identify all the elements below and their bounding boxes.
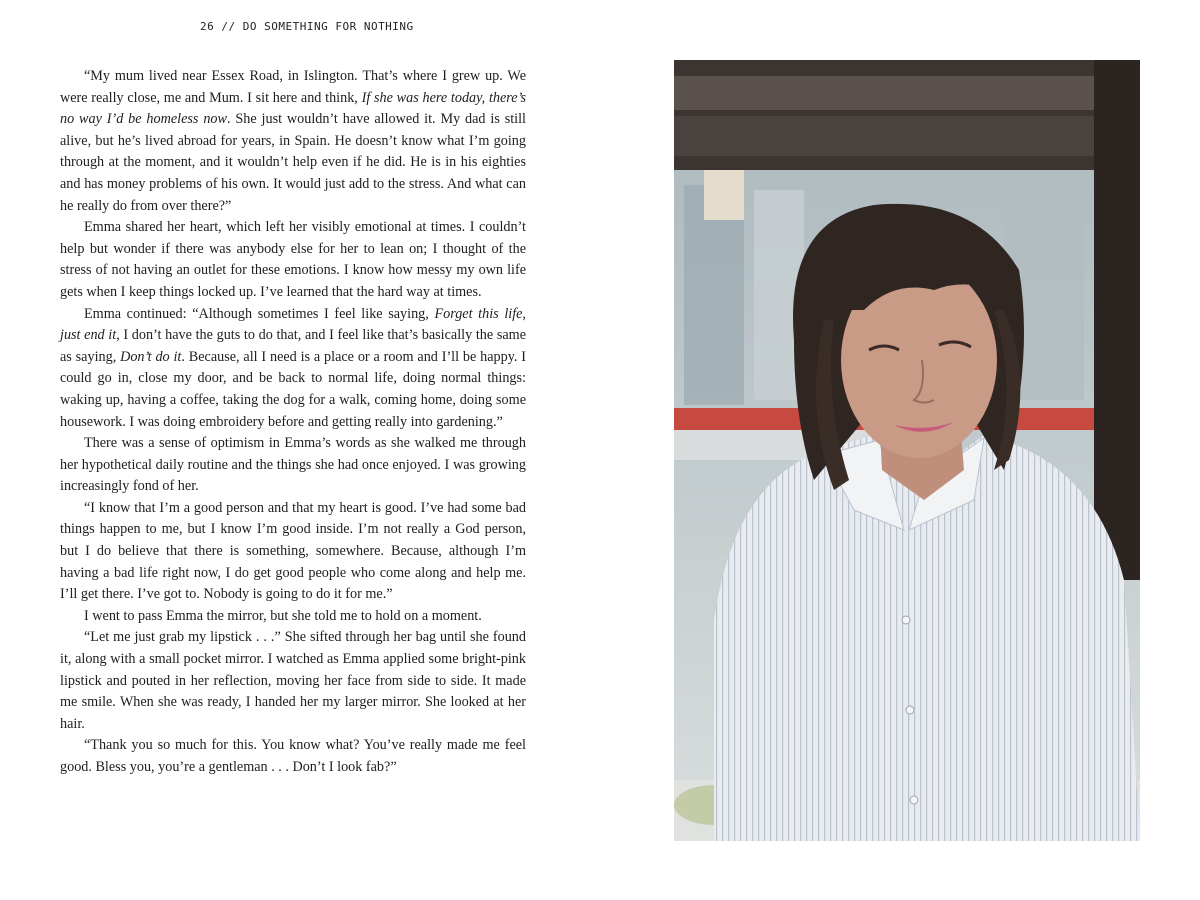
body-paragraph [60, 304, 526, 434]
body-paragraph [60, 433, 526, 498]
body-paragraph [60, 606, 526, 628]
portrait-photo [674, 60, 1140, 841]
poster [704, 170, 744, 220]
body-text [60, 66, 526, 779]
text-run: . Because, all I need is a place or a room and I’ll be happy. I could go in, close my door, and be back to normal life, doing normal things: waking up, having a coffee, taking the dog for a walk, coming home, doing some housework. I was doing embroidery before and getting really into gardening.” [60, 348, 526, 430]
text-run: “Let me just grab my lipstick . . .” She sifted through her bag until she found it, along with a small pocket mirror. I watched as Emma applied some bright-pink lipstick and pouted in her reflection, moving her face from side to side. It made me smile. When she was ready, I handed her my larger mirror. She looked at her hair. [60, 629, 526, 732]
body-paragraph [60, 217, 526, 303]
text-run: . She just wouldn’t have allowed it. My dad is still alive, but he’s lived abroad for years, in Spain. He doesn’t know what I’m going through at the moment, and it wouldn’t help even if he did. He is in his eighties and has money problems of his own. It would just add to the stress. And what can he really do from over there?” [60, 111, 526, 214]
portrait-illustration [674, 60, 1140, 841]
text-run: There was a sense of optimism in Emma’s words as she walked me through her hypothetical daily routine and the things she had once enjoyed. I was growing increasingly fond of her. [60, 435, 526, 495]
text-run: “My mum lived near Essex Road, in Islington. That’s where I grew up. We were really close, me and Mum. I sit here and think, [60, 68, 526, 106]
text-run: Emma continued: “Although sometimes I feel like saying, [84, 305, 435, 322]
running-head: 26 // DO SOMETHING FOR NOTHING [200, 20, 414, 33]
text-run: “I know that I’m a good person and that my heart is good. I’ve had some bad things happen to me, but I know I’m good inside. I’m not really a God person, but I do believe that there is something, somewhere. Because, although I’m having a bad life right now, I do get good people who come along and help me. I’ll get there. I’ve got to. Nobody is going to do it for me.” [60, 499, 526, 603]
shelter-post [1094, 60, 1140, 580]
italic-text: If she was here today, there’s no way I’d be homeless now [60, 89, 526, 128]
body-paragraph [60, 498, 526, 606]
text-run: I went to pass Emma the mirror, but she told me to hold on a moment. [84, 607, 482, 624]
italic-text: Don’t do it [120, 348, 182, 365]
text-run: , I don’t have the guts to do that, and I feel like that’s basically the same as saying, [60, 327, 526, 365]
body-paragraph [60, 735, 526, 778]
italic-text: Forget this life, just end it [60, 305, 526, 344]
text-run: Emma shared her heart, which left her visibly emotional at times. I couldn’t help but wonder if there was anybody else for her to lean on; I thought of the stress of not having an outlet for these emotions. I know how messy my own life gets when I keep things locked up. I’ve learned that the hard way at times. [60, 219, 526, 300]
body-paragraph [60, 66, 526, 217]
body-paragraph [60, 627, 526, 735]
text-run: “Thank you so much for this. You know what? You’ve really made me feel good. Bless you, you’re a gentleman . . . Don’t I look fab?” [60, 737, 526, 775]
